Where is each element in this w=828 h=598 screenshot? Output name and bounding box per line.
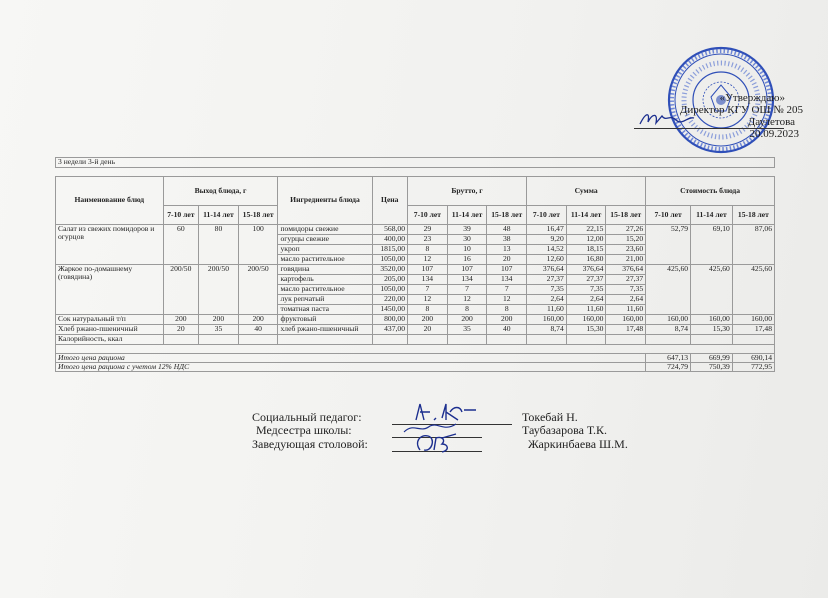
dish-output: 20: [163, 325, 199, 335]
ingredient-sum: 11,60: [566, 305, 606, 315]
ingredient-gross: 30: [447, 235, 487, 245]
ingredient-gross: 16: [447, 255, 487, 265]
header-cost: Стоимость блюда: [646, 177, 775, 206]
dish-cost: 52,79: [646, 225, 691, 265]
dish-output: 200/50: [163, 265, 199, 315]
ingredient-gross: 12: [408, 295, 448, 305]
ingredient-price: 568,00: [372, 225, 408, 235]
ingredient-gross: 12: [408, 255, 448, 265]
ingredient-sum: 27,37: [606, 275, 646, 285]
ingredient-sum: 12,00: [566, 235, 606, 245]
dish-cost: 15,30: [691, 325, 733, 335]
calories-label: Калорийность, ккал: [56, 335, 164, 345]
ingredient-gross: 48: [487, 225, 527, 235]
table-row: [56, 225, 775, 235]
ingredient-gross: 200: [447, 315, 487, 325]
ingredient-price: 1050,00: [372, 285, 408, 295]
ingredient-name: масло растительное: [278, 255, 372, 265]
ingredient-gross: 12: [447, 295, 487, 305]
dish-cost: 160,00: [691, 315, 733, 325]
total-value: 647,13: [646, 354, 691, 363]
ingredient-gross: 107: [408, 265, 448, 275]
table-row: [56, 315, 775, 325]
ingredient-gross: 20: [408, 325, 448, 335]
table-row: [56, 325, 775, 335]
ingredient-sum: 15,20: [606, 235, 646, 245]
approval-date: 20.09.2023: [749, 128, 799, 140]
age-header: 7-10 лет: [527, 206, 567, 225]
ingredient-name: масло растительное: [278, 285, 372, 295]
ingredient-gross: 8: [447, 305, 487, 315]
ingredient-gross: 107: [487, 265, 527, 275]
ingredient-name: укроп: [278, 245, 372, 255]
age-header: 15-18 лет: [487, 206, 527, 225]
signature-name: Жаркинбаева Ш.М.: [528, 437, 628, 451]
header-sum: Сумма: [527, 177, 646, 206]
ingredient-price: 1815,00: [372, 245, 408, 255]
table-title: 3 недели 3-й день: [56, 158, 775, 168]
ingredient-price: 220,00: [372, 295, 408, 305]
ingredient-price: 205,00: [372, 275, 408, 285]
ingredient-name: фруктовый: [278, 315, 372, 325]
dish-cost: 160,00: [646, 315, 691, 325]
age-header: 11-14 лет: [199, 206, 239, 225]
age-header: 15-18 лет: [732, 206, 774, 225]
ingredient-sum: 7,35: [527, 285, 567, 295]
ingredient-price: 800,00: [372, 315, 408, 325]
ingredient-sum: 15,30: [566, 325, 606, 335]
ingredient-gross: 39: [447, 225, 487, 235]
ingredient-name: огурцы свежие: [278, 235, 372, 245]
dish-output: 100: [238, 225, 278, 265]
age-header: 11-14 лет: [447, 206, 487, 225]
ingredient-sum: 2,64: [566, 295, 606, 305]
ingredient-sum: 7,35: [566, 285, 606, 295]
header-output: Выход блюда, г: [163, 177, 278, 206]
dish-cost: 87,06: [732, 225, 774, 265]
ingredient-gross: 40: [487, 325, 527, 335]
total-value: 690,14: [732, 354, 774, 363]
age-header: 7-10 лет: [163, 206, 199, 225]
approval-director: Директор КГУ ОШ № 205: [679, 104, 803, 116]
ingredient-name: говядина: [278, 265, 372, 275]
dish-name: Сок натуральный т/п: [56, 315, 164, 325]
dish-cost: 160,00: [732, 315, 774, 325]
ingredient-sum: 27,37: [566, 275, 606, 285]
age-header: 7-10 лет: [646, 206, 691, 225]
table-row: [56, 265, 775, 275]
ingredient-sum: 376,64: [606, 265, 646, 275]
ingredient-sum: 2,64: [606, 295, 646, 305]
dish-cost: 425,60: [691, 265, 733, 315]
dish-name: Салат из свежих помидоров и огурцов: [56, 225, 164, 265]
ingredient-gross: 10: [447, 245, 487, 255]
ingredient-gross: 200: [487, 315, 527, 325]
total-vat-value: 750,39: [691, 363, 733, 372]
total-vat-value: 772,95: [732, 363, 774, 372]
total-label: Итого цена рациона: [56, 354, 646, 363]
dish-name: Хлеб ржано-пшеничный: [56, 325, 164, 335]
ingredient-name: хлеб ржано-пшеничный: [278, 325, 372, 335]
ingredient-sum: 23,60: [606, 245, 646, 255]
age-header: 7-10 лет: [408, 206, 448, 225]
ingredient-sum: 376,64: [566, 265, 606, 275]
age-header: 15-18 лет: [606, 206, 646, 225]
ingredient-gross: 13: [487, 245, 527, 255]
signature-role: Заведующая столовой:: [252, 437, 368, 451]
ingredient-sum: 2,64: [527, 295, 567, 305]
blank-row: [56, 168, 775, 177]
ingredient-gross: 8: [487, 305, 527, 315]
ingredient-gross: 7: [408, 285, 448, 295]
ingredient-gross: 134: [447, 275, 487, 285]
total-vat-value: 724,79: [646, 363, 691, 372]
ingredient-gross: 35: [447, 325, 487, 335]
ingredient-sum: 14,52: [527, 245, 567, 255]
header-ingredients: Ингредиенты блюда: [278, 177, 372, 225]
ingredient-name: лук репчатый: [278, 295, 372, 305]
signature-role: Социальный педагог:: [252, 410, 362, 424]
ingredient-gross: 107: [447, 265, 487, 275]
total-vat-label: Итого цена рациона с учетом 12% НДС: [56, 363, 646, 372]
dish-output: 60: [163, 225, 199, 265]
header-gross: Брутто, г: [408, 177, 527, 206]
ingredient-sum: 9,20: [527, 235, 567, 245]
total-value: 669,99: [691, 354, 733, 363]
director-signature: [636, 108, 696, 130]
dish-output: 200/50: [238, 265, 278, 315]
ingredient-price: 437,00: [372, 325, 408, 335]
age-header: 11-14 лет: [566, 206, 606, 225]
ingredient-gross: 23: [408, 235, 448, 245]
ingredient-sum: 160,00: [566, 315, 606, 325]
ingredient-sum: 16,80: [566, 255, 606, 265]
ingredient-name: помидоры свежие: [278, 225, 372, 235]
ingredient-sum: 16,47: [527, 225, 567, 235]
signature-role: Медсестра школы:: [256, 423, 352, 437]
dish-output: 35: [199, 325, 239, 335]
approval-name: Даулетова: [747, 116, 795, 128]
ingredient-price: 400,00: [372, 235, 408, 245]
header-dish: Наименование блюд: [56, 177, 164, 225]
ingredient-gross: 8: [408, 245, 448, 255]
ingredient-gross: 29: [408, 225, 448, 235]
age-header: 15-18 лет: [238, 206, 278, 225]
ingredient-sum: 376,64: [527, 265, 567, 275]
age-header: 11-14 лет: [691, 206, 733, 225]
ingredient-sum: 160,00: [527, 315, 567, 325]
header-price: Цена: [372, 177, 408, 225]
dish-cost: 8,74: [646, 325, 691, 335]
ingredient-gross: 200: [408, 315, 448, 325]
ingredient-gross: 134: [487, 275, 527, 285]
ingredient-sum: 11,60: [527, 305, 567, 315]
ingredient-price: 1050,00: [372, 255, 408, 265]
dish-cost: 425,60: [732, 265, 774, 315]
ingredient-sum: 22,15: [566, 225, 606, 235]
ingredient-gross: 20: [487, 255, 527, 265]
approval-heading: «Утверждаю»: [719, 92, 785, 104]
ingredient-sum: 17,48: [606, 325, 646, 335]
ingredient-gross: 8: [408, 305, 448, 315]
ingredient-sum: 7,35: [606, 285, 646, 295]
dish-output: 200: [199, 315, 239, 325]
ingredient-name: томатная паста: [278, 305, 372, 315]
ingredient-sum: 27,37: [527, 275, 567, 285]
dish-cost: 69,10: [691, 225, 733, 265]
ingredient-sum: 11,60: [606, 305, 646, 315]
ingredient-sum: 27,26: [606, 225, 646, 235]
dish-output: 80: [199, 225, 239, 265]
ingredient-price: 3520,00: [372, 265, 408, 275]
ingredient-gross: 7: [447, 285, 487, 295]
menu-table: [55, 157, 775, 372]
signature-name: Токебай Н.: [522, 410, 578, 424]
ingredient-gross: 134: [408, 275, 448, 285]
signature-name: Таубазарова Т.К.: [522, 423, 608, 437]
ingredient-sum: 8,74: [527, 325, 567, 335]
ingredient-gross: 12: [487, 295, 527, 305]
ingredient-sum: 160,00: [606, 315, 646, 325]
dish-cost: 425,60: [646, 265, 691, 315]
ingredient-name: картофель: [278, 275, 372, 285]
dish-output: 40: [238, 325, 278, 335]
ingredient-sum: 21,00: [606, 255, 646, 265]
dish-cost: 17,48: [732, 325, 774, 335]
ingredient-price: 1450,00: [372, 305, 408, 315]
ingredient-sum: 12,60: [527, 255, 567, 265]
ingredient-sum: 18,15: [566, 245, 606, 255]
dish-output: 200/50: [199, 265, 239, 315]
blank-row: [56, 345, 775, 354]
dish-output: 200: [238, 315, 278, 325]
ingredient-gross: 7: [487, 285, 527, 295]
signature-scribble: [412, 430, 462, 456]
ingredient-gross: 38: [487, 235, 527, 245]
dish-name: Жаркое по-домашнему (говядина): [56, 265, 164, 315]
dish-output: 200: [163, 315, 199, 325]
